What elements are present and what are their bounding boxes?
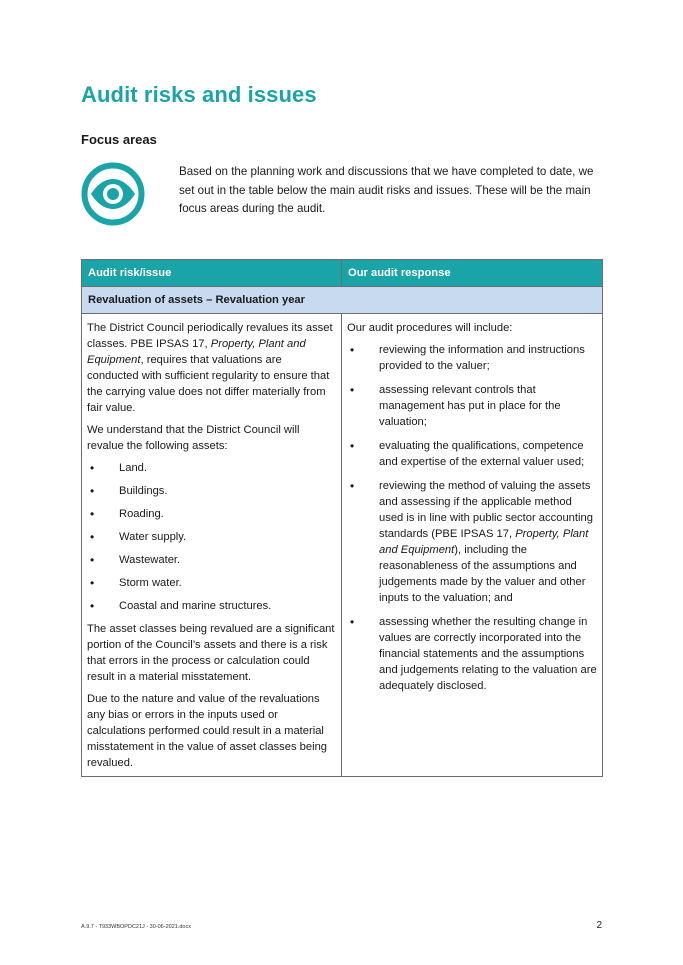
column-header-risk: Audit risk/issue xyxy=(82,260,342,287)
list-item: • reviewing the information and instructions provided to the valuer; xyxy=(347,342,597,374)
table-header-row xyxy=(82,260,603,287)
eye-icon xyxy=(81,162,145,226)
risk-text: The District Council periodically revalues its asset classes. PBE IPSAS 17, xyxy=(87,322,333,350)
list-item: • Coastal and marine structures. xyxy=(87,598,336,614)
list-item xyxy=(347,478,597,606)
list-item: • assessing whether the resulting change in values are correctly incorporated into the financial statements and the assumptions and judgements relating to the valuation are adequately disclosed. xyxy=(347,614,597,694)
table-row xyxy=(82,314,603,777)
asset-list xyxy=(87,460,336,614)
procedure-text: ), including the reasonableness of the assumptions and judgements made by the valuer and other inputs to the valuation; and xyxy=(379,544,586,604)
page-title: Audit risks and issues xyxy=(81,82,317,107)
list-item: • evaluating the qualifications, competence and expertise of the external valuer used; xyxy=(347,438,597,470)
section-row xyxy=(82,287,603,314)
page-number: 2 xyxy=(596,920,602,931)
section-heading-focus-areas: Focus areas xyxy=(81,132,157,147)
intro-paragraph: Based on the planning work and discussions that we have completed to date, we set out in the table below the main audit risks and issues. These will be the main focus areas during the audit. xyxy=(179,165,594,215)
column-header-response: Our audit response xyxy=(342,260,603,287)
list-item: • Storm water. xyxy=(87,575,336,591)
risk-paragraph: The asset classes being revalued are a significant portion of the Council’s assets and there is a risk that errors in the process or calculation could result in a material misstatement. xyxy=(87,623,335,683)
risk-cell xyxy=(82,314,342,777)
risk-paragraph: We understand that the District Council will revalue the following assets: xyxy=(87,424,300,452)
audit-risk-table xyxy=(81,259,603,777)
response-intro: Our audit procedures will include: xyxy=(347,322,513,334)
risk-paragraph xyxy=(87,320,336,416)
footer-reference: A.9.7 - T933WBOPDC21J - 30-06-2021.docx xyxy=(81,924,191,930)
standard-title: Property, Plant and Equipment xyxy=(379,528,589,556)
list-item: • Buildings. xyxy=(87,483,336,499)
list-item: • assessing relevant controls that management has put in place for the valuation; xyxy=(347,382,597,430)
list-item: • Wastewater. xyxy=(87,552,336,568)
list-item: • Land. xyxy=(87,460,336,476)
procedure-text: reviewing the method of valuing the assets and assessing if the applicable method used is in line with public sector accounting standards (PBE IPSAS 17, xyxy=(379,480,593,540)
procedure-list xyxy=(347,342,597,694)
section-title-revaluation: Revaluation of assets – Revaluation year xyxy=(82,287,603,314)
response-cell xyxy=(342,314,603,777)
standard-title: Property, Plant and Equipment xyxy=(87,338,306,366)
list-item: • Roading. xyxy=(87,506,336,522)
risk-text: , requires that valuations are conducted with sufficient regularity to ensure that the carrying value does not differ materially from fair value. xyxy=(87,354,330,414)
list-item: • Water supply. xyxy=(87,529,336,545)
risk-paragraph: Due to the nature and value of the revaluations any bias or errors in the inputs used or calculations performed could result in a material misstatement in the value of asset classes being revalued. xyxy=(87,693,328,769)
